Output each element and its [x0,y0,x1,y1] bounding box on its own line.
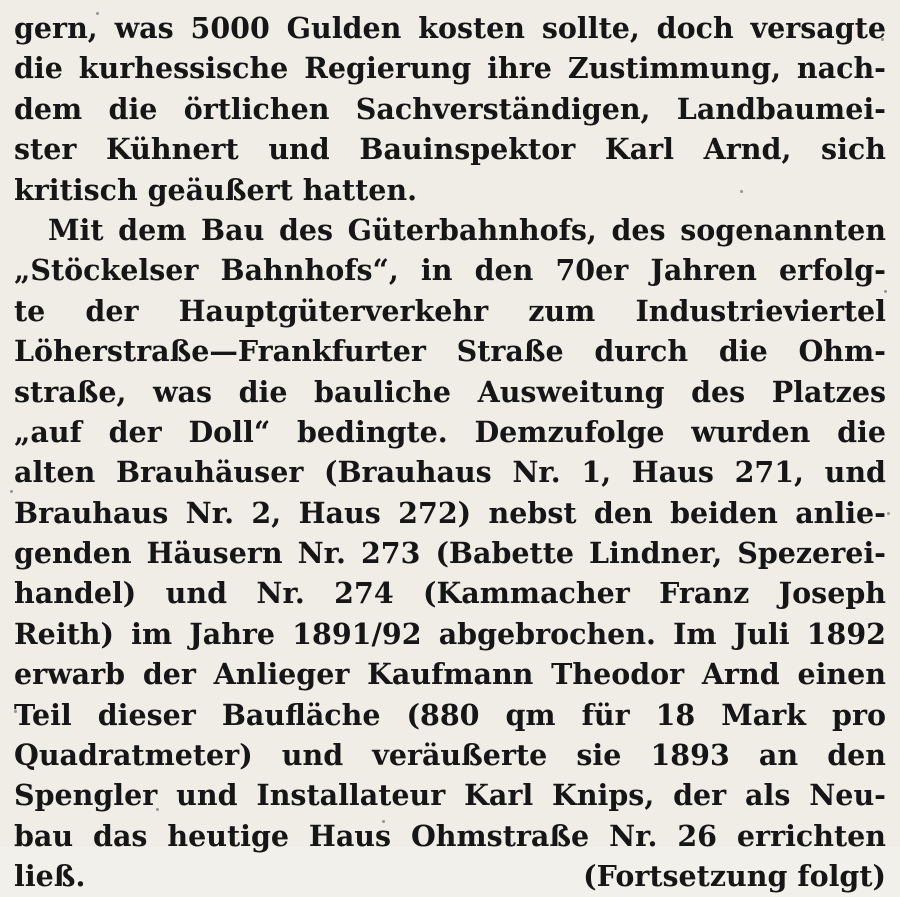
print-speck [10,490,13,493]
article-line-3: dem die örtlichen Sachverständigen, Landbaumei- [14,91,886,126]
article-line-15: handel) und Nr. 274 (Kammacher Franz Joseph [14,576,886,611]
article-final-row [14,856,886,896]
article-line-11: „auf der Doll“ bedingte. Demzufolge wurden die [14,414,886,449]
article-line-2: die kurhessische Regierung ihre Zustimmung, nach- [14,51,886,86]
article-final-line: ließ. [14,859,86,894]
article-line-21: bau das heutige Haus Ohmstraße Nr. 26 errichten [14,818,886,853]
article-column [14,8,886,897]
article-line-12: alten Brauhäuser (Brauhaus Nr. 1, Haus 271, und [14,455,886,490]
print-speck [881,38,884,41]
article-line-8: te der Hauptgüterverkehr zum Industrieviertel [14,293,886,328]
print-speck [382,820,385,823]
article-line-9: Löherstraße—Frankfurter Straße durch die Ohm- [14,334,886,369]
article-line-14: genden Häusern Nr. 273 (Babette Lindner, Spezerei- [14,536,886,571]
article-line-6: Mit dem Bau des Güterbahnhofs, des sogenannten [48,212,886,247]
article-line-4: ster Kühnert und Bauinspektor Karl Arnd, sich [14,132,886,167]
print-speck [740,190,743,193]
article-line-16: Reith) im Jahre 1891/92 abgebrochen. Im Juli 1892 [14,616,886,651]
article-line-18: Teil dieser Baufläche (880 qm für 18 Mark pro [14,697,886,732]
print-speck [887,512,890,515]
article-line-5: kritisch geäußert hatten. [14,172,418,207]
print-speck [884,290,887,293]
article-line-17: erwarb der Anlieger Kaufmann Theodor Arnd einen [14,657,886,692]
article-line-10: straße, was die bauliche Ausweitung des Platzes [14,374,886,409]
article-line-1: gern, was 5000 Gulden kosten sollte, doch versagte [14,11,886,45]
print-speck [156,808,159,811]
print-speck [14,710,17,713]
print-speck [96,12,99,15]
article-line-20: Spengler und Installateur Karl Knips, der als Neu- [14,778,886,813]
article-line-13: Brauhaus Nr. 2, Haus 272) nebst den beiden anlie- [14,495,886,530]
article-line-7: „Stöckelser Bahnhofs“, in den 70er Jahren erfolg- [14,253,886,288]
article-line-19: Quadratmeter) und veräußerte sie 1893 an den [14,738,886,773]
continuation-note: (Fortsetzung folgt) [583,859,886,894]
